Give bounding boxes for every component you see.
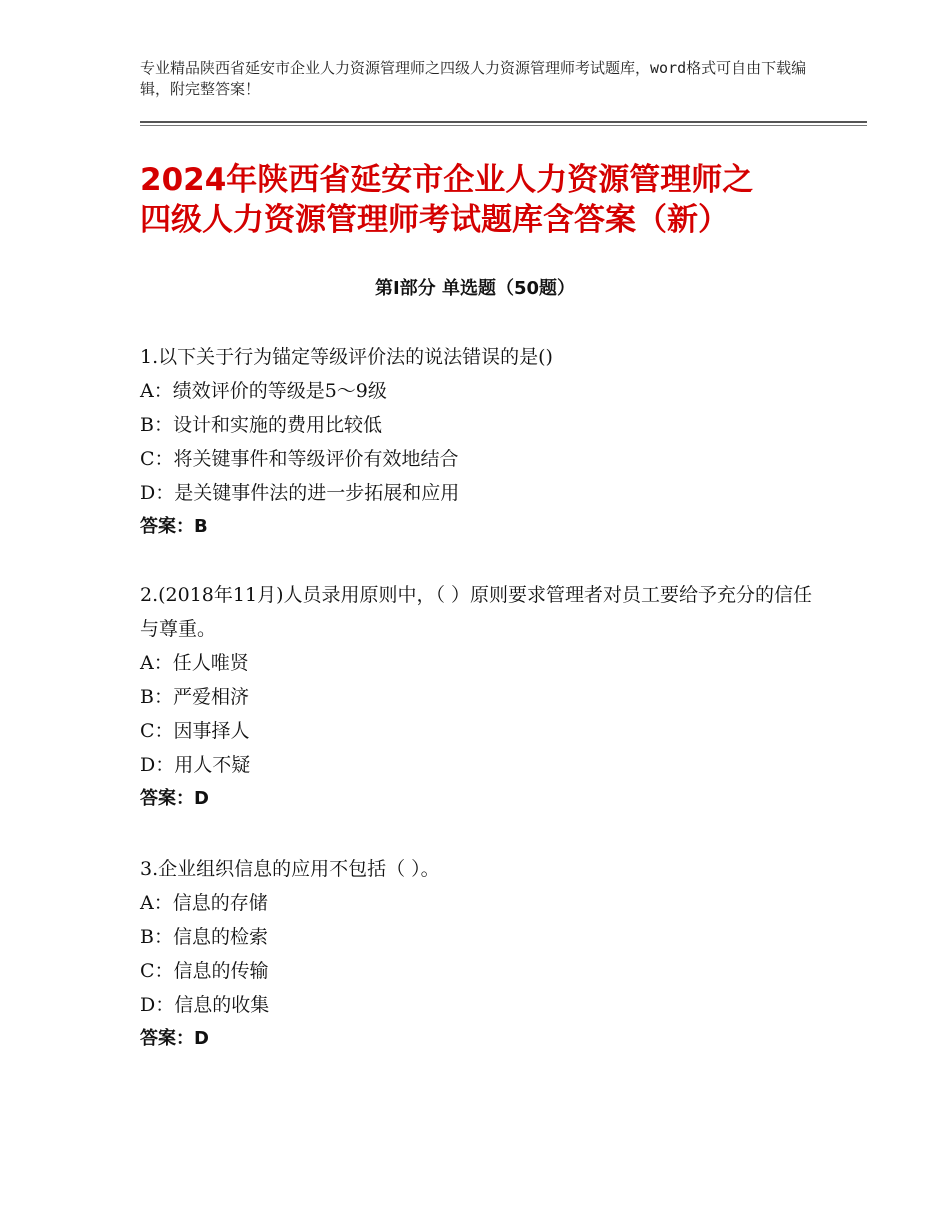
header-divider-thin <box>140 125 867 126</box>
option-b: B：设计和实施的费用比较低 <box>140 414 382 436</box>
question-stem: 1.以下关于行为锚定等级评价法的说法错误的是() <box>140 346 553 368</box>
option-d: D：信息的收集 <box>140 994 270 1016</box>
question-stem: 3.企业组织信息的应用不包括（ ）。 <box>140 858 440 880</box>
header-note: 专业精品陕西省延安市企业人力资源管理师之四级人力资源管理师考试题库，word格式可自由下载编辑，附完整答案！ <box>140 59 807 98</box>
question-stem: 2.(2018年11月)人员录用原则中，（ ）原则要求管理者对员工要给予充分的信任与尊重。 <box>140 584 813 640</box>
question-3 <box>140 852 820 1056</box>
option-b: B：信息的检索 <box>140 926 268 948</box>
question-2 <box>140 578 820 816</box>
header-divider-thick <box>140 121 867 123</box>
answer-line: 答案：B <box>140 516 208 537</box>
title-line-1: 2024年陕西省延安市企业人力资源管理师之 <box>140 162 754 198</box>
question-1 <box>140 340 820 544</box>
option-a: A：绩效评价的等级是5～9级 <box>140 380 387 402</box>
option-c: C：因事择人 <box>140 720 250 742</box>
option-a: A：任人唯贤 <box>140 652 249 674</box>
option-c: C：信息的传输 <box>140 960 269 982</box>
option-a: A：信息的存储 <box>140 892 268 914</box>
option-d: D：是关键事件法的进一步拓展和应用 <box>140 482 460 504</box>
option-d: D：用人不疑 <box>140 754 251 776</box>
option-b: B：严爱相济 <box>140 686 249 708</box>
section-heading: 第Ⅰ部分 单选题（50题） <box>374 278 575 299</box>
answer-line: 答案：D <box>140 1028 209 1049</box>
document-title <box>140 160 860 240</box>
answer-line: 答案：D <box>140 788 209 809</box>
title-line-2: 四级人力资源管理师考试题库含答案（新） <box>140 202 729 238</box>
option-c: C：将关键事件和等级评价有效地结合 <box>140 448 459 470</box>
